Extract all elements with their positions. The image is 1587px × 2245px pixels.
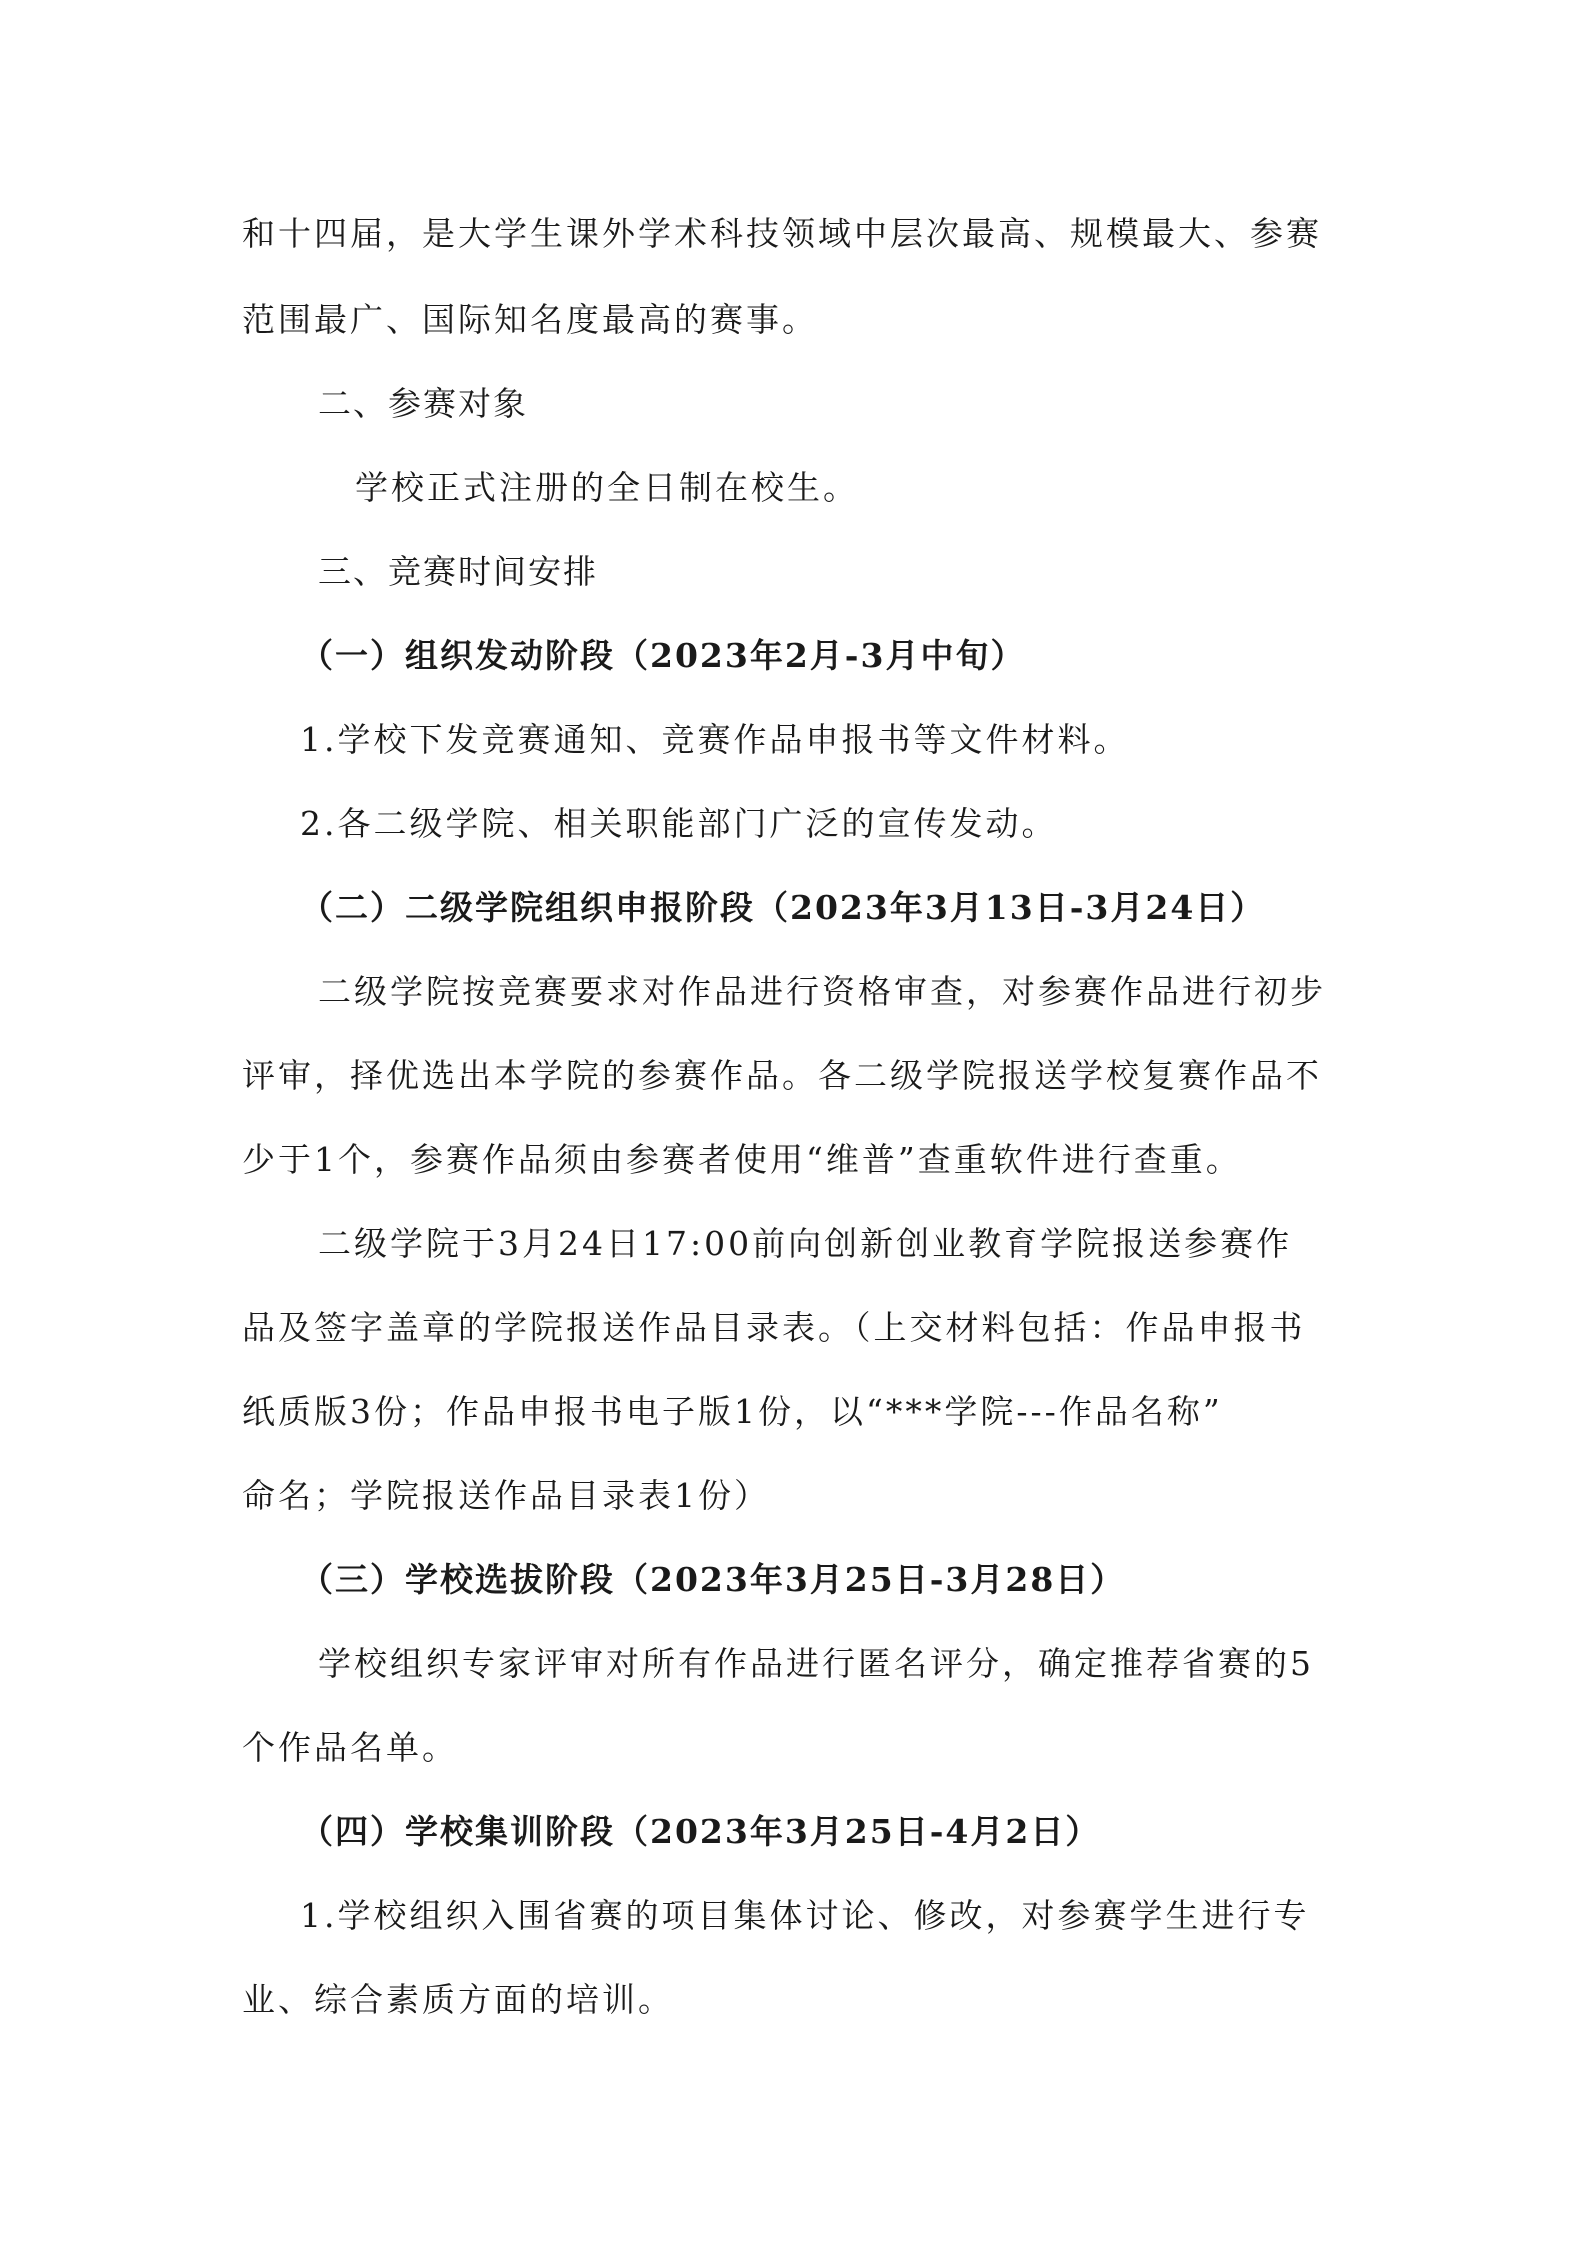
subsection-heading-stage-3: （三）学校选拔阶段（2023年3月25日-3月28日） <box>300 1560 1126 1599</box>
paragraph-line: 1.学校组织入围省赛的项目集体讨论、修改，对参赛学生进行专 <box>300 1896 1310 1935</box>
paragraph-line: 个作品名单。 <box>242 1728 458 1767</box>
paragraph-line: 二级学院按竞赛要求对作品进行资格审查，对参赛作品进行初步 <box>318 972 1326 1011</box>
subsection-heading-stage-1: （一）组织发动阶段（2023年2月-3月中旬） <box>300 636 1026 675</box>
list-item: 1.学校下发竞赛通知、竞赛作品申报书等文件材料。 <box>300 720 1130 759</box>
section-heading-schedule: 三、竞赛时间安排 <box>318 552 598 591</box>
paragraph-line: 命名；学院报送作品目录表1份） <box>242 1476 770 1515</box>
paragraph-line: 学校正式注册的全日制在校生。 <box>355 468 859 507</box>
subsection-heading-stage-2: （二）二级学院组织申报阶段（2023年3月13日-3月24日） <box>300 888 1266 927</box>
paragraph-line: 少于1个，参赛作品须由参赛者使用“维普”查重软件进行查重。 <box>242 1140 1242 1179</box>
paragraph-line: 学校组织专家评审对所有作品进行匿名评分，确定推荐省赛的5 <box>318 1644 1314 1683</box>
subsection-heading-stage-4: （四）学校集训阶段（2023年3月25日-4月2日） <box>300 1812 1101 1851</box>
paragraph-line: 品及签字盖章的学院报送作品目录表。（上交材料包括：作品申报书 <box>242 1308 1306 1347</box>
section-heading-participants: 二、参赛对象 <box>318 384 528 423</box>
paragraph-line: 和十四届，是大学生课外学术科技领域中层次最高、规模最大、参赛 <box>242 214 1322 253</box>
paragraph-line: 范围最广、国际知名度最高的赛事。 <box>242 300 818 339</box>
paragraph-line: 评审，择优选出本学院的参赛作品。各二级学院报送学校复赛作品不 <box>242 1056 1322 1095</box>
paragraph-line: 二级学院于3月24日17:00前向创新创业教育学院报送参赛作 <box>318 1224 1293 1263</box>
paragraph-line: 纸质版3份；作品申报书电子版1份，以“***学院---作品名称” <box>242 1392 1223 1431</box>
list-item: 2.各二级学院、相关职能部门广泛的宣传发动。 <box>300 804 1058 843</box>
paragraph-line: 业、综合素质方面的培训。 <box>242 1980 674 2019</box>
